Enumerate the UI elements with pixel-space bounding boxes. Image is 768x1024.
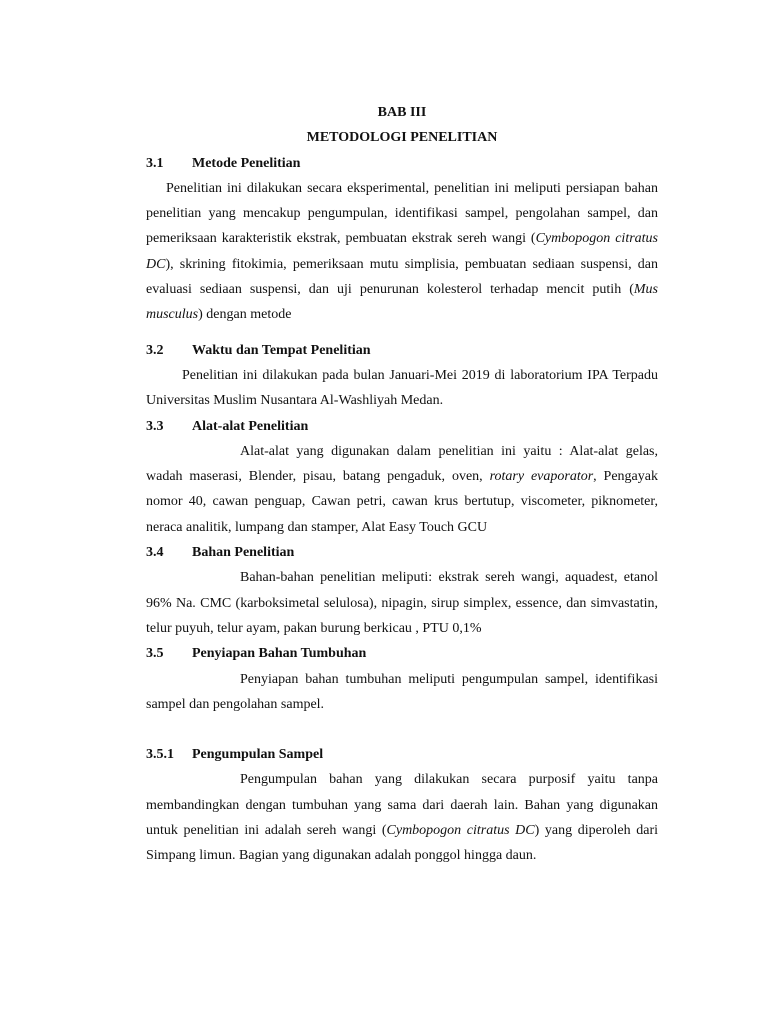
spacer — [146, 717, 658, 742]
section-title: Alat-alat Penelitian — [192, 418, 309, 434]
section-heading-3-5-1 — [146, 742, 658, 767]
italic-species-name: Cymbopogon citratus DC — [146, 231, 658, 272]
section-number: 3.4 — [146, 545, 164, 561]
chapter-label: BAB III — [377, 105, 427, 120]
text-run: Alat-alat yang digunakan dalam penelitian ini yaitu : Alat-alat gelas, wadah maserasi, Blender, pisau, batang pengaduk, oven, — [146, 443, 658, 485]
section-title: Pengumpulan Sampel — [192, 747, 324, 763]
paragraph-metode-penelitian — [146, 176, 658, 328]
section-number: 3.3 — [146, 418, 164, 434]
text-run: ), skrining fitokimia, pemeriksaan mutu simplisia, pembuatan sediaan suspensi, dan evaluasi sediaan suspensi, dan uji penurunan kolesterol terhadap mencit putih ( — [146, 256, 658, 298]
text-run: Pengumpulan bahan yang dilakukan secara purposif yaitu tanpa membandingkan dengan tumbuhan yang sama dari daerah lain. Bahan yang digunakan untuk penelitian ini adalah sereh wangi ( — [146, 772, 658, 839]
text-run: Penelitian ini dilakukan secara eksperimental, penelitian ini meliputi persiapan bahan penelitian yang mencakup pengumpulan, identifikasi sampel, pengolahan sampel, dan pemeriksaan karakteristik ekstrak, pembuatan ekstrak sereh wangi ( — [146, 180, 658, 247]
text-run: , Pengayak nomor 40, cawan penguap, Cawan petri, cawan krus bertutup, viscometer, piknometer, neraca analitik, lumpang dan stamper, Alat Easy Touch GCU — [146, 469, 658, 535]
section-heading-3-5 — [146, 641, 658, 666]
spacer — [146, 328, 658, 338]
section-number: 3.1 — [146, 155, 164, 171]
italic-term: rotary evaporator — [489, 469, 594, 485]
text-run: ) dengan metode — [198, 307, 292, 323]
section-title: Waktu dan Tempat Penelitian — [192, 342, 371, 358]
section-title: Metode Penelitian — [192, 155, 301, 171]
paragraph-alat-alat — [146, 439, 658, 540]
document-page — [146, 100, 658, 869]
chapter-title: METODOLOGI PENELITIAN — [306, 130, 498, 146]
section-heading-3-4 — [146, 540, 658, 565]
section-heading-3-2 — [146, 338, 658, 363]
paragraph-pengumpulan — [146, 767, 658, 868]
section-number: 3.2 — [146, 342, 164, 358]
section-heading-3-3 — [146, 414, 658, 439]
section-title: Penyiapan Bahan Tumbuhan — [192, 646, 367, 662]
section-title: Bahan Penelitian — [192, 545, 295, 561]
italic-species-name: Mus musculus — [146, 282, 658, 323]
text-run: ) yang diperoleh dari Simpang limun. Bagian yang digunakan adalah ponggol hingga daun. — [146, 823, 658, 864]
section-number: 3.5.1 — [146, 747, 174, 763]
section-number: 3.5 — [146, 646, 164, 662]
paragraph-waktu-tempat: Penelitian ini dilakukan pada bulan Januari-Mei 2019 di laboratorium IPA Terpadu Universitas Muslim Nusantara Al-Washliyah Medan. — [146, 367, 658, 409]
paragraph-penyiapan: Penyiapan bahan tumbuhan meliputi pengumpulan sampel, identifikasi sampel dan pengolahan sampel. — [146, 671, 658, 712]
section-heading-3-1 — [146, 151, 658, 176]
paragraph-bahan: Bahan-bahan penelitian meliputi: ekstrak sereh wangi, aquadest, etanol 96% Na. CMC (karboksimetal selulosa), nipagin, sirup simplex, essence, dan simvastatin, telur puyuh, telur ayam, pakan burung berkicau , PTU 0,1% — [146, 570, 658, 636]
italic-species-name: Cymbopogon citratus DC — [386, 823, 535, 839]
